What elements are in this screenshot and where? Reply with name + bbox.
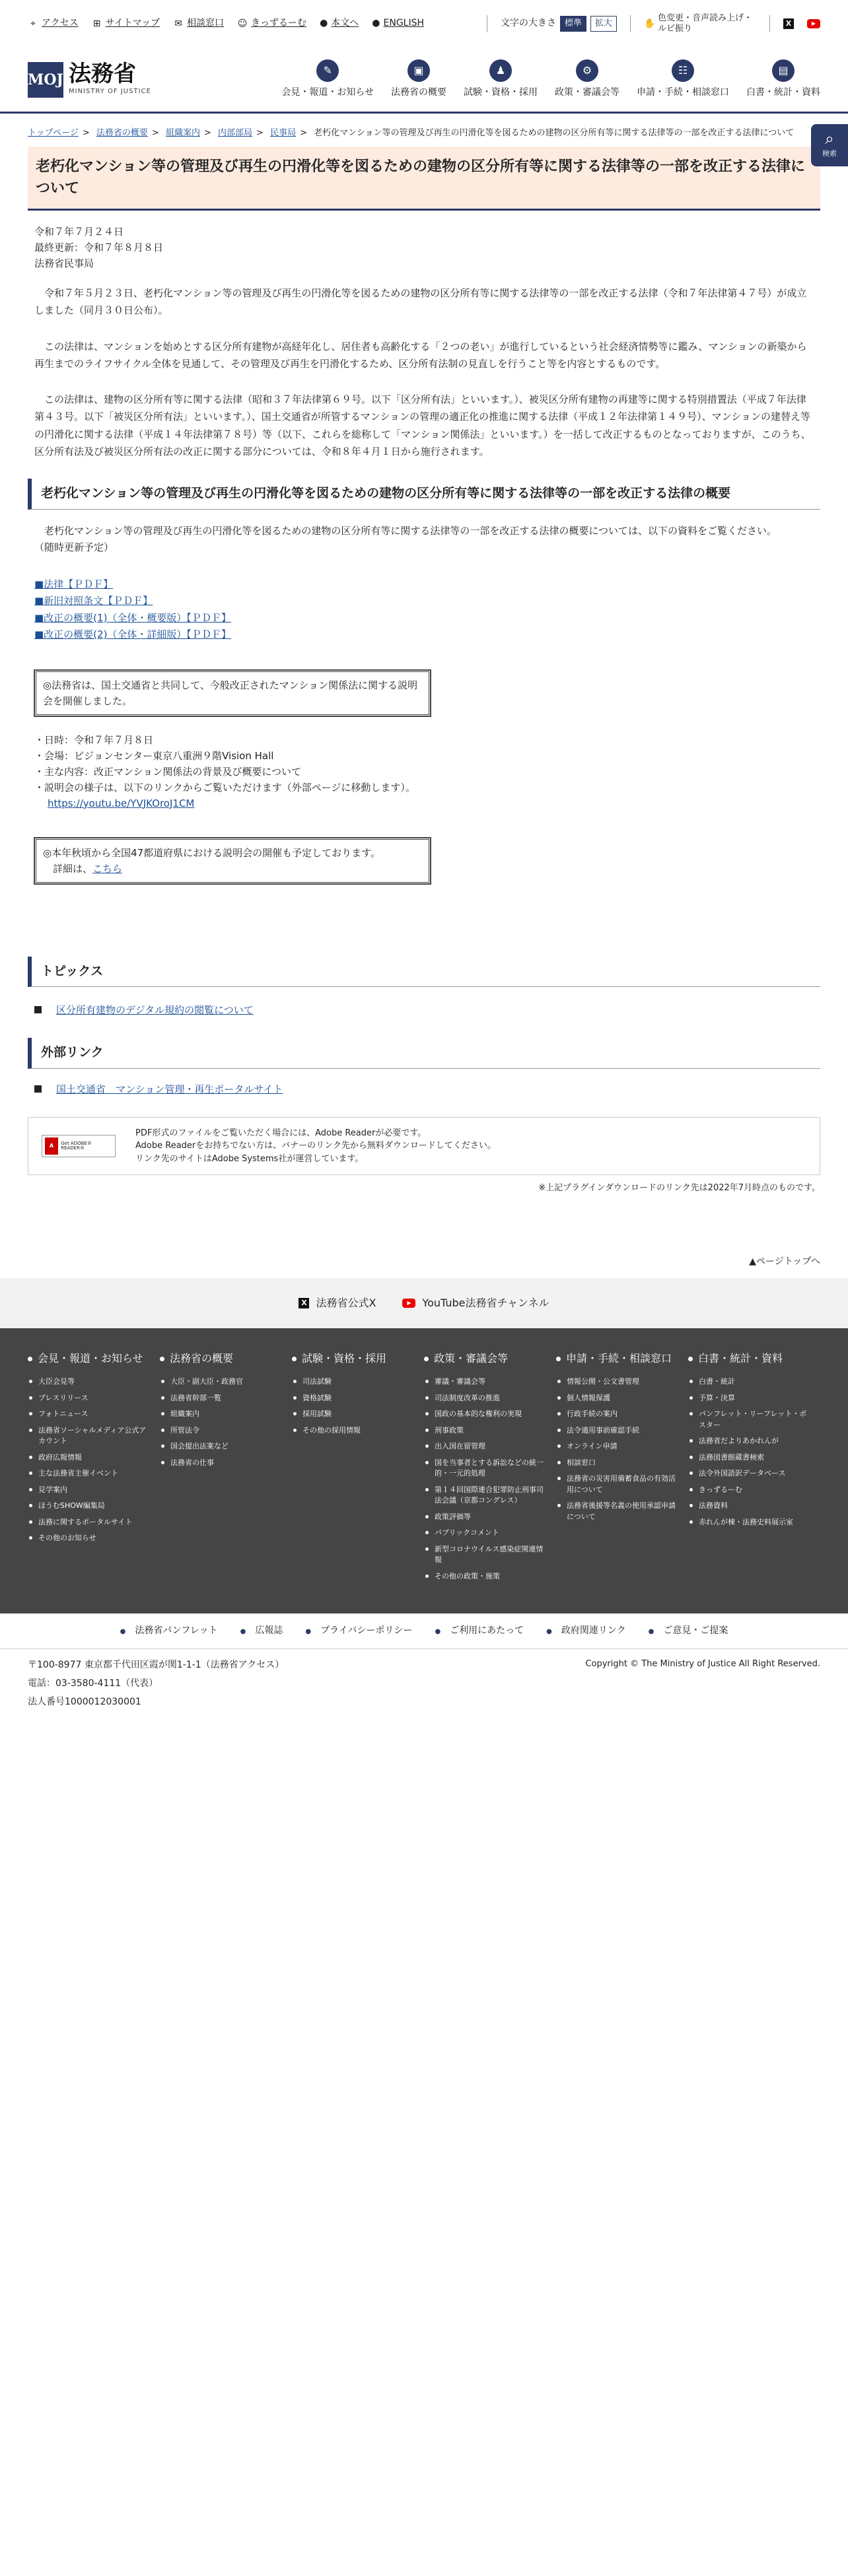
footer-nav-link[interactable]: 所管法令 <box>160 1425 285 1437</box>
footer-nav-title-text: 申請・手続・相談窓口 <box>566 1352 672 1365</box>
footer-nav-link[interactable]: 情報公開・公文書管理 <box>556 1376 682 1388</box>
details-link[interactable]: こちら <box>92 862 123 875</box>
event-video: ・説明会の様子は、以下のリンクからご覧いただけます（外部ページに移動します）。 <box>34 781 415 794</box>
footer-nav-link[interactable]: 法令外国語訳データベース <box>688 1468 814 1479</box>
gear-icon: ⚙ <box>576 59 598 82</box>
search-icon: ⌕ <box>825 129 834 148</box>
pdf-link-overview-2[interactable]: ■改正の概要(2)（全体・詳細版）【ＰＤＦ】 <box>34 628 231 641</box>
paragraph: この法律は、建物の区分所有等に関する法律（昭和３７年法律第６９号。以下「区分所有法」といいます。）、被災区分所有建物の再建等に関する特別措置法（平成７年法律第４３号。以下「被災区分所有法」といいます。）、国土交通省が所管するマンションの管理の適正化の推進に関する法律（平成１２年法律第１４９号）、マンションの建替え等の円滑化に関する法律（平成１４年法律第７８号）等（以下、これらを総称して「マンション関係法」といいます。）を一括して改正するものとなっておりますが、このうち、区分所有法及び被災区分所有法の改正に関する部分については、令和８年４月１日から施行されます。 <box>34 393 811 458</box>
pdf-link-comparison[interactable]: ■新旧対照条文【ＰＤＦ】 <box>34 595 153 607</box>
consult-link[interactable] <box>173 17 224 31</box>
footer-nav-link[interactable]: 政策評価等 <box>424 1512 549 1523</box>
adobe-reader-box <box>28 1117 820 1176</box>
sns-x-link[interactable] <box>299 1295 376 1312</box>
notice-text: 詳細は、 <box>43 862 93 875</box>
sns-youtube-label: YouTube法務省チャンネル <box>422 1296 549 1309</box>
footer-nav-title-text: 試験・資格・採用 <box>302 1352 387 1365</box>
topics-heading: トピックス <box>28 957 820 987</box>
footer-nav-link[interactable]: 司法制度改革の推進 <box>424 1393 549 1404</box>
footer-nav-link[interactable]: 法令適用事前確認手続 <box>556 1425 682 1437</box>
youtube-icon: ▶ <box>402 1299 415 1308</box>
footer-nav-title[interactable] <box>28 1351 153 1367</box>
accessibility-link[interactable] <box>644 13 756 34</box>
gnav-item-procedures[interactable] <box>637 59 729 100</box>
divider <box>769 15 770 32</box>
gnav-label: 会見・報道・お知らせ <box>281 86 374 98</box>
footer-nav-link[interactable]: 行政手続の案内 <box>556 1409 682 1420</box>
adobe-icon: A <box>45 1137 58 1155</box>
footer-nav-link[interactable]: きっずるーむ <box>688 1485 814 1496</box>
footer-nav-link[interactable]: その他の政策・施策 <box>424 1571 549 1582</box>
breadcrumb: トップページ > 法務省の概要 > 組織案内 > 内部部局 > 民事局 > 老朽化マンション等の管理及び再生の円滑化等を図るための建物の区分所有等に関する法律等の一部を改正する法律について <box>28 128 795 138</box>
footer-nav-link[interactable]: 法務省ソーシャルメディア公式アカウント <box>28 1425 153 1447</box>
accessibility-text[interactable]: 色変更・音声読み上げ・ルビ振り <box>658 13 753 34</box>
footer-address <box>0 1649 848 1711</box>
page-top-link[interactable] <box>0 1255 848 1279</box>
font-size-control <box>501 16 617 32</box>
breadcrumb-link[interactable]: トップページ <box>28 128 79 138</box>
summary-note: （随時更新予定） <box>34 541 114 554</box>
kids-text[interactable]: きっずるーむ <box>251 18 307 29</box>
pdf-link-law[interactable]: ■法律【ＰＤＦ】 <box>34 578 114 590</box>
adobe-text: リンク先のサイトはAdobe Systems社が運営しています。 <box>135 1153 364 1164</box>
footer-nav-column <box>556 1351 682 1591</box>
summary-intro: 老朽化マンション等の管理及び再生の円滑化等を図るための建物の区分所有等に関する法律等の一部を改正する法律の概要については、以下の資料をご覧ください。 <box>44 524 777 537</box>
font-standard-button[interactable]: 標準 <box>560 16 586 32</box>
breadcrumb-link[interactable]: 内部部局 <box>218 128 253 138</box>
gnav-label: 法務省の概要 <box>391 86 446 98</box>
footer-nav-link[interactable]: オンライン申請 <box>556 1441 682 1452</box>
paragraph: この法律は、マンションを始めとする区分所有建物が高経年化し、居住者も高齢化する「２つの老い」が進行しているという社会経済情勢等に鑑み、マンションの新築から再生までのライフサイクル全体を見通して、その管理及び再生を円滑化するため、区分所有法制の見直しを行うこと等を内容とするものです。 <box>34 340 807 370</box>
bullet-icon <box>424 1357 429 1361</box>
footer-nav-link[interactable]: 国を当事者とする訴訟などの統一的・一元的処理 <box>424 1458 549 1479</box>
gnav-label: 白書・統計・資料 <box>746 86 820 98</box>
footer-nav-link[interactable]: 法務省の仕事 <box>160 1458 285 1469</box>
document-links <box>34 576 814 644</box>
footer-nav-link[interactable]: 新型コロナウイルス感染症関連情報 <box>424 1544 549 1566</box>
footer-nav-link[interactable]: パブリックコメント <box>424 1528 549 1539</box>
footer-nav-link[interactable]: その他の採用情報 <box>292 1425 417 1437</box>
footer-nav-link[interactable]: 資格試験 <box>292 1393 417 1404</box>
breadcrumb-current: 老朽化マンション等の管理及び再生の円滑化等を図るための建物の区分所有等に関する法律等の一部を改正する法律について <box>314 128 795 138</box>
building-icon: ▣ <box>407 59 430 82</box>
sns-youtube-link[interactable] <box>402 1295 549 1312</box>
gnav-item-exams[interactable] <box>464 59 538 100</box>
footer-link[interactable]: ● プライバシーポリシー <box>305 1624 412 1639</box>
copyright: Copyright © The Ministry of Justice All Right Reserved. <box>585 1659 820 1670</box>
kids-icon: ☺ <box>237 18 248 29</box>
footer-nav-link[interactable]: 法務省の災害用備蓄食品の有効活用について <box>556 1474 682 1495</box>
bullet-icon <box>28 1357 32 1361</box>
font-large-button[interactable]: 拡大 <box>590 16 617 32</box>
footer-link[interactable]: ● 法務省パンフレット <box>120 1624 218 1639</box>
bullet-icon <box>160 1357 164 1361</box>
group-icon: ☷ <box>672 59 694 82</box>
adobe-badge-text: Get ADOBE® READER® <box>61 1140 92 1151</box>
footer-nav-link[interactable]: 大臣・副大臣・政務官 <box>160 1376 285 1388</box>
footer-bottom-links <box>0 1613 848 1649</box>
footer-nav-column <box>688 1351 814 1591</box>
footer-link[interactable]: ● ご意見・ご提案 <box>649 1624 728 1639</box>
footer-nav-link[interactable]: プレスリリース <box>28 1393 153 1404</box>
bullet-icon <box>688 1357 693 1361</box>
chat-icon: ✉ <box>174 18 182 29</box>
divider <box>630 15 631 32</box>
gnav-item-overview[interactable] <box>391 59 446 100</box>
main-content <box>0 147 848 1195</box>
footer-nav-link[interactable]: 大臣会見等 <box>28 1376 153 1388</box>
bullet-icon: ● <box>372 18 380 29</box>
address-line: 〒100-8977 東京都千代田区霞が関1-1-1（法務省アクセス） <box>28 1660 285 1671</box>
footer-nav-link[interactable]: 予算・決算 <box>688 1393 814 1404</box>
external-link[interactable]: 国土交通省 マンション管理・再生ポータルサイト <box>56 1083 283 1095</box>
consult-text[interactable]: 相談窓口 <box>187 18 225 29</box>
footer-nav-link[interactable]: パンフレット・リーフレット・ポスター <box>688 1409 814 1431</box>
footer-nav-link[interactable]: 白書・統計 <box>688 1376 814 1388</box>
footer-nav-link[interactable]: 法務省だよりあかれんが <box>688 1436 814 1447</box>
footer-nav-title[interactable] <box>556 1351 682 1367</box>
footer-nav-link[interactable]: 見学案内 <box>28 1485 153 1496</box>
footer-nav-title[interactable] <box>292 1351 417 1367</box>
footer-nav-link[interactable]: 採用試験 <box>292 1409 417 1420</box>
youtube-icon[interactable]: ▶ <box>807 19 820 28</box>
footer-nav-column <box>424 1351 549 1591</box>
summary-text <box>34 523 814 557</box>
page-title: 老朽化マンション等の管理及び再生の円滑化等を図るための建物の区分所有等に関する法律等の一部を改正する法律について <box>28 147 820 211</box>
sitemap-link[interactable] <box>92 17 160 31</box>
utility-bar <box>0 0 848 48</box>
people-icon: ♟ <box>489 59 512 82</box>
x-icon[interactable]: X <box>783 18 794 29</box>
notice-text: ◎本年秋頃から全国47都道府県における説明会の開催も予定しております。 <box>43 846 380 859</box>
footer-nav-link[interactable]: 第１４回国際連合犯罪防止刑事司法会議（京都コングレス） <box>424 1485 549 1507</box>
department: 法務省民事局 <box>34 257 94 270</box>
gnav-item-news[interactable] <box>281 59 374 100</box>
footer-nav-link[interactable]: 主な法務省主催イベント <box>28 1468 153 1479</box>
footer-link[interactable]: ● 広報誌 <box>240 1624 283 1639</box>
breadcrumb-link[interactable]: 組織案内 <box>165 128 200 138</box>
site-logo[interactable] <box>28 62 151 98</box>
footer-nav-link[interactable]: 司法試験 <box>292 1376 417 1388</box>
footer-nav-link[interactable]: 刑事政策 <box>424 1425 549 1437</box>
footer-nav-link[interactable]: 政府広報情報 <box>28 1452 153 1464</box>
gnav-item-policy[interactable] <box>555 59 619 100</box>
map-pin-icon: ⌖ <box>30 18 36 29</box>
footer-nav-link[interactable]: 国会提出法案など <box>160 1441 285 1452</box>
event-venue: ・会場：ビジョンセンター東京八重洲９階Vision Hall <box>34 749 274 762</box>
footer-nav-column <box>160 1351 285 1591</box>
adobe-reader-badge[interactable] <box>42 1135 116 1157</box>
search-label: 検索 <box>822 149 837 158</box>
breadcrumb-link[interactable]: 法務省の概要 <box>96 128 148 138</box>
footer-nav-link[interactable]: その他のお知らせ <box>28 1533 153 1544</box>
english-text[interactable]: ENGLISH <box>383 18 425 29</box>
skip-text[interactable]: 本文へ <box>331 18 359 29</box>
adobe-note: ※上記プラグインダウンロードのリンク先は2022年7月時点のものです。 <box>538 1183 820 1194</box>
adobe-text: Adobe Readerをお持ちでない方は、バナーのリンク先から無料ダウンロードしてください。 <box>135 1141 496 1151</box>
square-bullet-icon <box>34 1085 42 1093</box>
moj-logo-mark: MOJ <box>28 62 63 98</box>
global-nav <box>281 59 820 100</box>
footer-nav-title[interactable] <box>424 1351 549 1367</box>
adobe-text: PDF形式のファイルをご覧いただく場合には、Adobe Readerが必要です。 <box>135 1128 427 1138</box>
paragraph: 令和７年５月２３日、老朽化マンション等の管理及び再生の円滑化等を図るための建物の区分所有等に関する法律等の一部を改正する法律（令和７年法律第４７号）が成立しました（同月３０日公布）。 <box>34 287 807 317</box>
footer-nav-link[interactable]: ほうむSHOW編集局 <box>28 1501 153 1512</box>
footer-nav-link[interactable]: 出入国在留管理 <box>424 1441 549 1452</box>
sns-band <box>0 1278 848 1328</box>
footer-nav-column <box>292 1351 417 1591</box>
access-link[interactable] <box>28 17 79 31</box>
footer-nav-link[interactable]: 個人情報保護 <box>556 1393 682 1404</box>
bullet-icon <box>292 1357 297 1361</box>
gnav-label: 政策・審議会等 <box>555 86 619 98</box>
publish-date: 令和７年７月２４日 <box>34 226 124 238</box>
footer-nav-link[interactable]: 法務に関するポータルサイト <box>28 1517 153 1528</box>
sitemap-icon: ⊞ <box>92 18 101 29</box>
footer-nav-link[interactable]: 法務省幹部一覧 <box>160 1393 285 1404</box>
updated-date: 最終更新：令和７年８月８日 <box>34 242 164 254</box>
footer-nav-title-text: 白書・統計・資料 <box>698 1352 783 1365</box>
search-button[interactable] <box>811 124 848 166</box>
english-link[interactable] <box>372 17 424 31</box>
hand-icon: ✋ <box>644 18 656 29</box>
footer-nav-title[interactable] <box>160 1351 285 1367</box>
footer-nav-link[interactable]: 組織案内 <box>160 1409 285 1420</box>
bullet-icon <box>556 1357 561 1361</box>
topic-link[interactable]: 区分所有建物のデジタル規約の閲覧について <box>56 1004 254 1017</box>
external-link-item <box>34 1082 814 1097</box>
pdf-link-overview-1[interactable]: ■改正の概要(1)（全体・概要版）【ＰＤＦ】 <box>34 611 231 624</box>
access-text[interactable]: アクセス <box>42 18 79 29</box>
gnav-label: 試験・資格・採用 <box>464 86 538 98</box>
gnav-label: 申請・手続・相談窓口 <box>637 86 729 98</box>
sitemap-text[interactable]: サイトマップ <box>105 18 160 29</box>
footer-nav-title[interactable] <box>688 1351 814 1367</box>
footer-nav-title-text: 会見・報道・お知らせ <box>38 1352 143 1365</box>
page-bottom-space <box>0 1711 848 2576</box>
footer-nav-link[interactable]: 相談窓口 <box>556 1458 682 1469</box>
footer-nav-title-text: 法務省の概要 <box>170 1352 234 1365</box>
event-content: ・主な内容：改正マンション関係法の背景及び概要について <box>34 765 302 778</box>
youtube-link[interactable]: https://youtu.be/YVJKOroJ1CM <box>48 797 195 809</box>
page-top-text[interactable]: ページトップへ <box>756 1256 820 1267</box>
kids-link[interactable] <box>237 17 306 31</box>
megaphone-icon: ✎ <box>316 59 339 82</box>
x-icon: X <box>299 1298 309 1308</box>
bullet-icon: ● <box>320 18 328 29</box>
event-date: ・日時：令和７年７月８日 <box>34 733 154 746</box>
footer-nav-link[interactable]: 国政の基本的な権利の実現 <box>424 1409 549 1420</box>
corporate-number: 法人番号1000012030001 <box>28 1697 141 1708</box>
footer-nav <box>0 1328 848 1613</box>
logo-en: MINISTRY OF JUSTICE <box>69 88 151 96</box>
footer-nav-link[interactable]: 赤れんが棟・法務史料展示室 <box>688 1517 814 1528</box>
skip-to-content-link[interactable] <box>320 17 359 31</box>
notice-box-2 <box>34 838 431 884</box>
footer-nav-link[interactable]: 法務省後援等名義の使用承認申請について <box>556 1501 682 1522</box>
logo-jp: 法務省 <box>69 61 136 88</box>
notice-box: ◎法務省は、国土交通省と共同して、今般改正されたマンション関係法に関する説明会を開催しました。 <box>34 670 431 716</box>
phone-line: 電話：03-3580-4111（代表） <box>28 1678 159 1689</box>
footer-nav-link[interactable]: フォトニュース <box>28 1409 153 1420</box>
breadcrumb-link[interactable]: 民事局 <box>270 128 297 138</box>
sns-x-label: 法務省公式X <box>316 1296 376 1309</box>
page-meta <box>34 224 814 271</box>
event-info <box>34 732 814 811</box>
footer-nav-column <box>28 1351 153 1591</box>
summary-heading: 老朽化マンション等の管理及び再生の円滑化等を図るための建物の区分所有等に関する法律等の一部を改正する法律の概要 <box>28 479 820 509</box>
site-header <box>0 48 848 114</box>
external-links-heading: 外部リンク <box>28 1038 820 1068</box>
footer-nav-title-text: 政策・審議会等 <box>434 1352 509 1365</box>
footer-nav-link[interactable]: 法務資料 <box>688 1501 814 1512</box>
footer-link[interactable]: ● 政府関連リンク <box>546 1624 625 1639</box>
footer-nav-link[interactable]: 法務図書館蔵書検索 <box>688 1452 814 1464</box>
footer-nav-link[interactable]: 審議・審議会等 <box>424 1376 549 1388</box>
square-bullet-icon <box>34 1006 42 1013</box>
gnav-item-whitepaper[interactable] <box>746 59 820 100</box>
footer-link[interactable]: ● ご利用にあたって <box>435 1624 524 1639</box>
topic-item <box>34 1003 814 1018</box>
book-icon: ▤ <box>772 59 795 82</box>
font-size-label: 文字の大きさ <box>500 18 556 29</box>
caret-up-icon: ▲ <box>749 1256 756 1267</box>
